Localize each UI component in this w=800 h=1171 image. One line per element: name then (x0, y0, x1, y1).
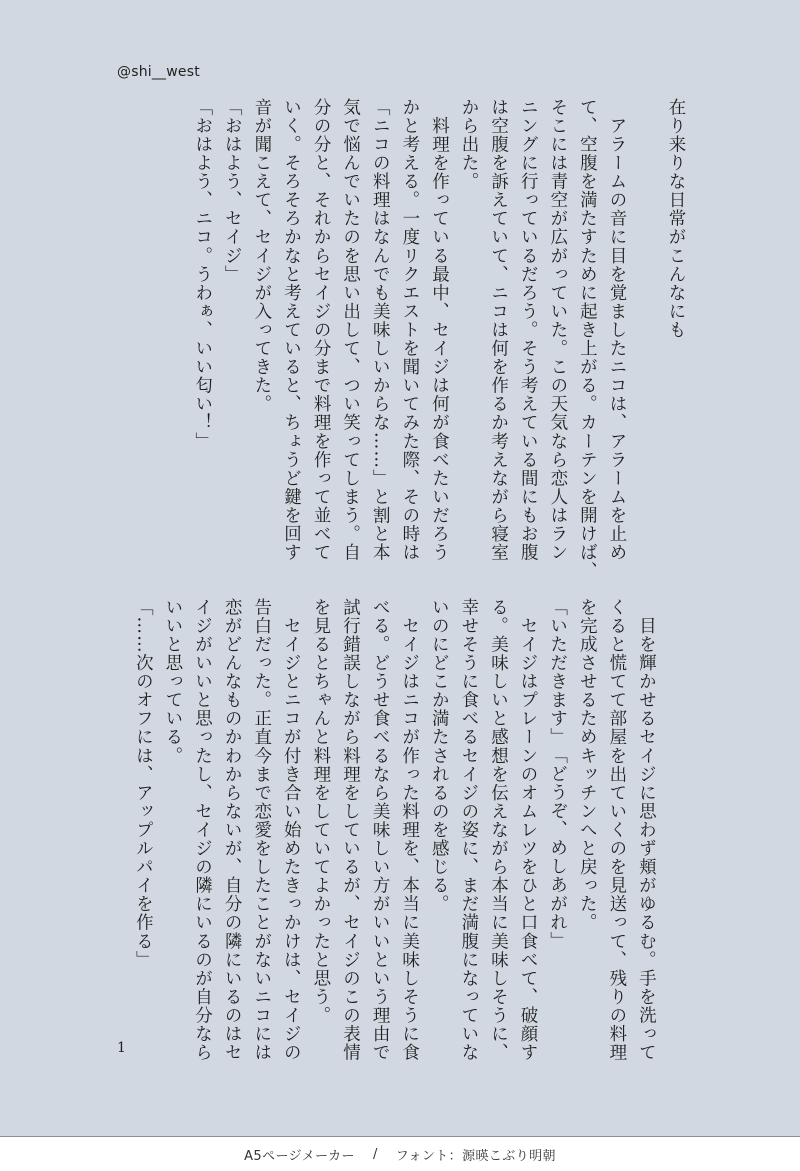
page-number: 1 (117, 1040, 126, 1056)
text-line: を見るとちゃんと料理をしていてよかったと思う。 (310, 598, 331, 1025)
top-text-block (110, 98, 690, 581)
text-line: べる。どうせ食べるなら美味しい方がいいという理由で (370, 598, 391, 1062)
text-line: 試行錯誤しながら料理をしているが、セイジのこの表情 (340, 598, 361, 1062)
font-credit: フォント：源暎こぶり明朝 (395, 1148, 556, 1164)
text-line: アラームの音に目を覚ましたニコは、アラームを止め (607, 98, 627, 562)
text-line: ニングに行っているだろう。そう考えている間にもお腹 (518, 98, 539, 562)
text-line: 告白だった。正直今まで恋愛をしたことがないニコには (251, 598, 272, 1062)
text-line: 「どうぞ、めしあがれ」 (547, 746, 568, 951)
text-line: いく。そろそろかなと考えていると、ちょうど鍵を回す (281, 98, 302, 562)
text-line: て、空腹を満たすために起き上がる。カーテンを開けば、 (577, 98, 598, 581)
bottom-text-block (110, 598, 690, 1062)
text-line: 気で悩んでいたのを思い出して、つい笑ってしまう。自 (340, 98, 361, 562)
text-line: 「いただきます」 (547, 598, 568, 747)
text-line: 料理を作っている最中、セイジは何が食べたいだろう (429, 98, 450, 562)
text-line: る。美味しいと感想を伝えながら本当に美味しそうに、 (488, 598, 509, 1062)
text-line: から出た。 (459, 98, 480, 191)
text-line: を完成させるためキッチンへと戻った。 (577, 598, 598, 932)
text-line: 目を輝かせるセイジに思わず頬がゆるむ。手を洗って (636, 598, 657, 1062)
text-line: そこには青空が広がっていた。この天気なら恋人はラン (547, 98, 568, 562)
footer-credit (0, 1137, 800, 1171)
text-line: 幸せそうに食べるセイジの姿に、まだ満腹になっていな (458, 598, 479, 1062)
text-line: セイジはニコが作った料理を、本当に美味しそうに食 (399, 598, 420, 1062)
text-line: いいと思っている。 (162, 598, 183, 765)
text-line: 分の分と、それからセイジの分まで料理を作って並べて (311, 98, 332, 562)
text-line: セイジはプレーンのオムレツをひと口食べて、破顔す (518, 598, 539, 1062)
text-line: 「おはよう、セイジ」 (222, 98, 243, 284)
story-title: 在り来りな日常がこんなにも (666, 98, 686, 340)
text-line: いのにどこか満たされるのを感じる。 (429, 598, 450, 914)
text-line: は空腹を訴えていて、ニコは何を作るか考えながら寝室 (488, 98, 509, 562)
title-gap (631, 339, 690, 349)
text-line: セイジとニコが付き合い始めたきっかけは、セイジの (281, 598, 302, 1062)
footer-separator: / (372, 1146, 378, 1162)
text-line: 「……次のオフには、アップルパイを作る」 (133, 598, 154, 969)
page-maker-credit: A5ページメーカー (244, 1148, 355, 1164)
text-line: 音が聞こえて、セイジが入ってきた。 (251, 98, 272, 414)
text-line: 恋がどんなものかわからないが、自分の隣にいるのはセ (222, 598, 243, 1062)
text-line: かと考える。一度リクエストを聞いてみた際、その時は (399, 98, 420, 562)
author-handle: @shi__west (117, 64, 200, 80)
text-line: くると慌てて部屋を出ていくのを見送って、残りの料理 (606, 598, 627, 1062)
text-line: 「ニコの料理はなんでも美味しいからな……」と割と本 (370, 98, 391, 562)
text-line: 「おはよう、ニコ。うわぁ、いい匂い！」 (192, 98, 213, 451)
text-line: イジがいいと思ったし、セイジの隣にいるのが自分なら (192, 598, 213, 1062)
